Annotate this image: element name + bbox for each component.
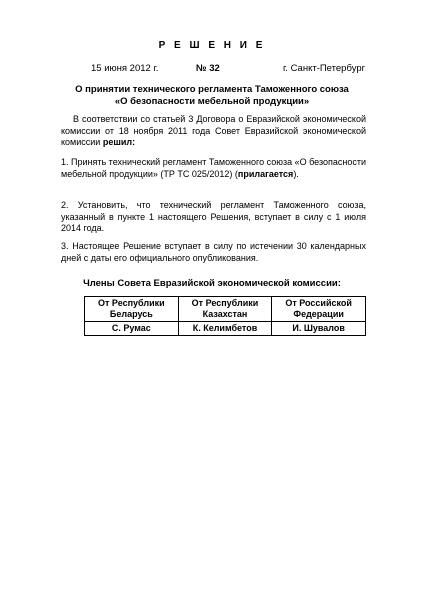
header-belarus-line-2: Беларусь bbox=[109, 309, 153, 319]
title-line-2: «О безопасности мебельной продукции» bbox=[114, 96, 310, 107]
signature-header-belarus bbox=[85, 297, 179, 322]
signatory-belarus: С. Румас bbox=[85, 322, 179, 336]
item-1-attachment-note: прилагается bbox=[237, 168, 294, 179]
header-russia-line-2: Федерации bbox=[293, 309, 344, 319]
item-1-end: ). bbox=[293, 168, 299, 179]
preamble-paragraph bbox=[61, 114, 366, 149]
members-heading: Члены Совета Евразийской экономической комиссии: bbox=[83, 278, 341, 289]
title-line-1: О принятии технического регламента Таможенного союза bbox=[75, 84, 349, 95]
header-kazakhstan-line-2: Казахстан bbox=[202, 309, 248, 319]
preamble-text: В соответствии со статьей 3 Договора о Евразийской экономической комиссии от 18 ноября 2011 года Совет Евразийской экономической комиссии bbox=[61, 114, 366, 147]
item-1-paragraph bbox=[61, 157, 366, 180]
document-meta bbox=[0, 63, 424, 77]
signatures-name-row bbox=[85, 322, 366, 336]
signatory-russia: И. Шувалов bbox=[272, 322, 366, 336]
header-belarus-line-1: От Республики bbox=[98, 298, 165, 308]
document-heading: Р Е Ш Е Н И Е bbox=[158, 40, 266, 51]
signatures-table bbox=[84, 296, 366, 336]
header-kazakhstan-line-1: От Республики bbox=[191, 298, 259, 308]
item-1-text: 1. Принять технический регламент Таможенного союза «О безопасности мебельной продукции» (ТР ТС 025/2012) ( bbox=[61, 157, 366, 179]
item-2-paragraph: 2. Установить, что технический регламент Таможенного союза, указанный в пункте 1 настоящего Решения, вступает в силу с 1 июля 2014 года. bbox=[61, 200, 366, 233]
document-number: № 32 bbox=[196, 63, 220, 74]
preamble-decision: решил: bbox=[102, 137, 136, 147]
signatory-kazakhstan: К. Келимбетов bbox=[178, 322, 272, 336]
document-date: 15 июня 2012 г. bbox=[91, 63, 159, 74]
document-city: г. Санкт-Петербург bbox=[283, 63, 366, 74]
signature-header-kazakhstan bbox=[178, 297, 272, 322]
item-3-paragraph: 3. Настоящее Решение вступает в силу по истечении 30 календарных дней с даты его официального опубликования. bbox=[61, 241, 366, 263]
document-title bbox=[60, 84, 364, 108]
signatures-header-row bbox=[85, 297, 366, 322]
header-russia-line-1: От Российской bbox=[285, 298, 352, 308]
signature-header-russia bbox=[272, 297, 366, 322]
